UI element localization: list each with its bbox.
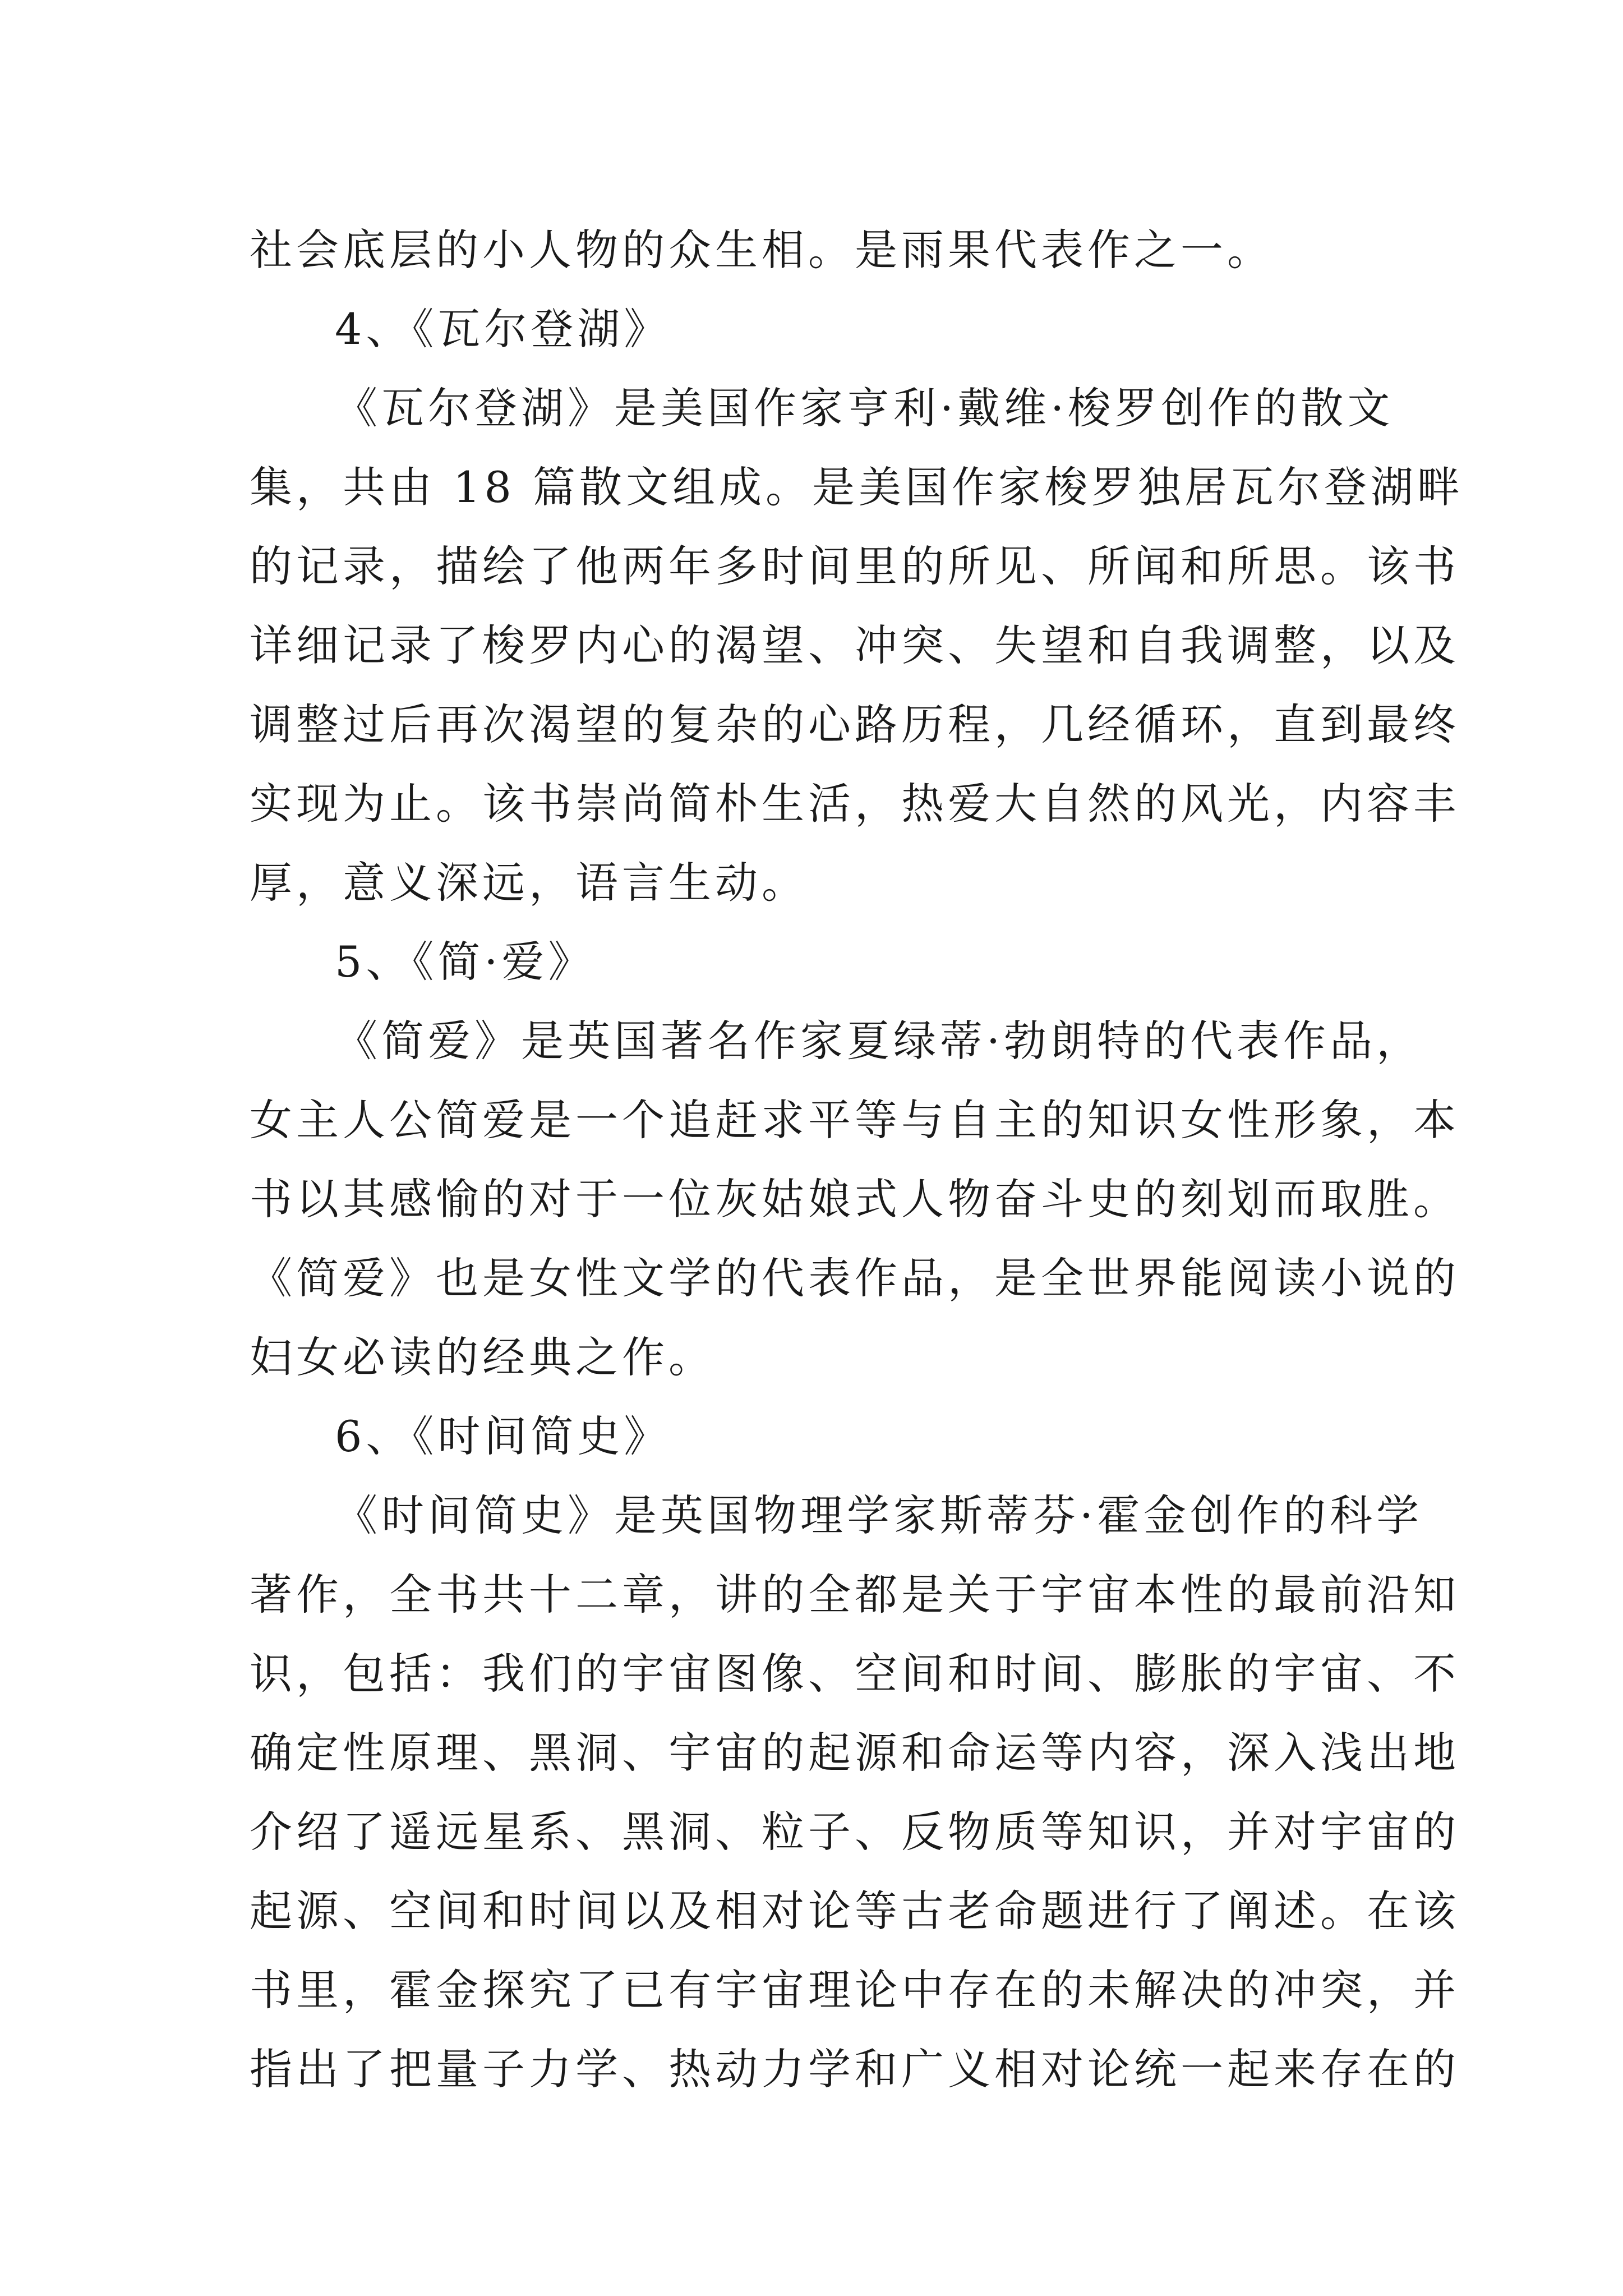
text-line: 的记录，描绘了他两年多时间里的所见、所闻和所思。该书 bbox=[250, 541, 1460, 591]
text-line: 指出了把量子力学、热动力学和广义相对论统一起来存在的 bbox=[250, 2044, 1460, 2094]
text-line: 《时间简史》是英国物理学家斯蒂芬·霍金创作的科学 bbox=[335, 1490, 1423, 1540]
section-heading-brief-history: 6、《时间简史》 bbox=[335, 1411, 671, 1461]
text-line: 《瓦尔登湖》是美国作家亨利·戴维·梭罗创作的散文 bbox=[335, 383, 1394, 433]
text-line: 调整过后再次渴望的复杂的心路历程，几经循环，直到最终 bbox=[250, 700, 1460, 749]
text-line: 集，共由 18 篇散文组成。是美国作家梭罗独居瓦尔登湖畔 bbox=[250, 462, 1464, 512]
text-line: 女主人公简爱是一个追赶求平等与自主的知识女性形象，本 bbox=[250, 1095, 1460, 1145]
document-body bbox=[250, 210, 1464, 2109]
text-line: 识，包括：我们的宇宙图像、空间和时间、膨胀的宇宙、不 bbox=[250, 1649, 1460, 1699]
text-line: 妇女必读的经典之作。 bbox=[250, 1332, 715, 1382]
text-line: 介绍了遥远星系、黑洞、粒子、反物质等知识，并对宇宙的 bbox=[250, 1807, 1460, 1857]
text-line: 确定性原理、黑洞、宇宙的起源和命运等内容，深入浅出地 bbox=[250, 1728, 1460, 1778]
section-heading-jane-eyre: 5、《简·爱》 bbox=[335, 937, 595, 987]
text-line: 《简爱》也是女性文学的代表作品，是全世界能阅读小说的 bbox=[250, 1253, 1460, 1303]
text-line: 起源、空间和时间以及相对论等古老命题进行了阐述。在该 bbox=[250, 1886, 1460, 1936]
text-line: 社会底层的小人物的众生相。是雨果代表作之一。 bbox=[250, 225, 1274, 275]
text-line: 书里，霍金探究了已有宇宙理论中存在的未解决的冲突，并 bbox=[250, 1965, 1460, 2015]
text-line: 书以其感愉的对于一位灰姑娘式人物奋斗史的刻划而取胜。 bbox=[250, 1174, 1460, 1224]
text-line: 详细记录了梭罗内心的渴望、冲突、失望和自我调整，以及 bbox=[250, 620, 1460, 670]
text-line: 《简爱》是英国著名作家夏绿蒂·勃朗特的代表作品， bbox=[335, 1016, 1423, 1066]
section-heading-walden: 4、《瓦尔登湖》 bbox=[335, 304, 671, 354]
text-line: 著作，全书共十二章，讲的全都是关于宇宙本性的最前沿知 bbox=[250, 1570, 1460, 1619]
text-line: 厚，意义深远，语言生动。 bbox=[250, 858, 808, 908]
text-line: 实现为止。该书崇尚简朴生活，热爱大自然的风光，内容丰 bbox=[250, 779, 1460, 829]
